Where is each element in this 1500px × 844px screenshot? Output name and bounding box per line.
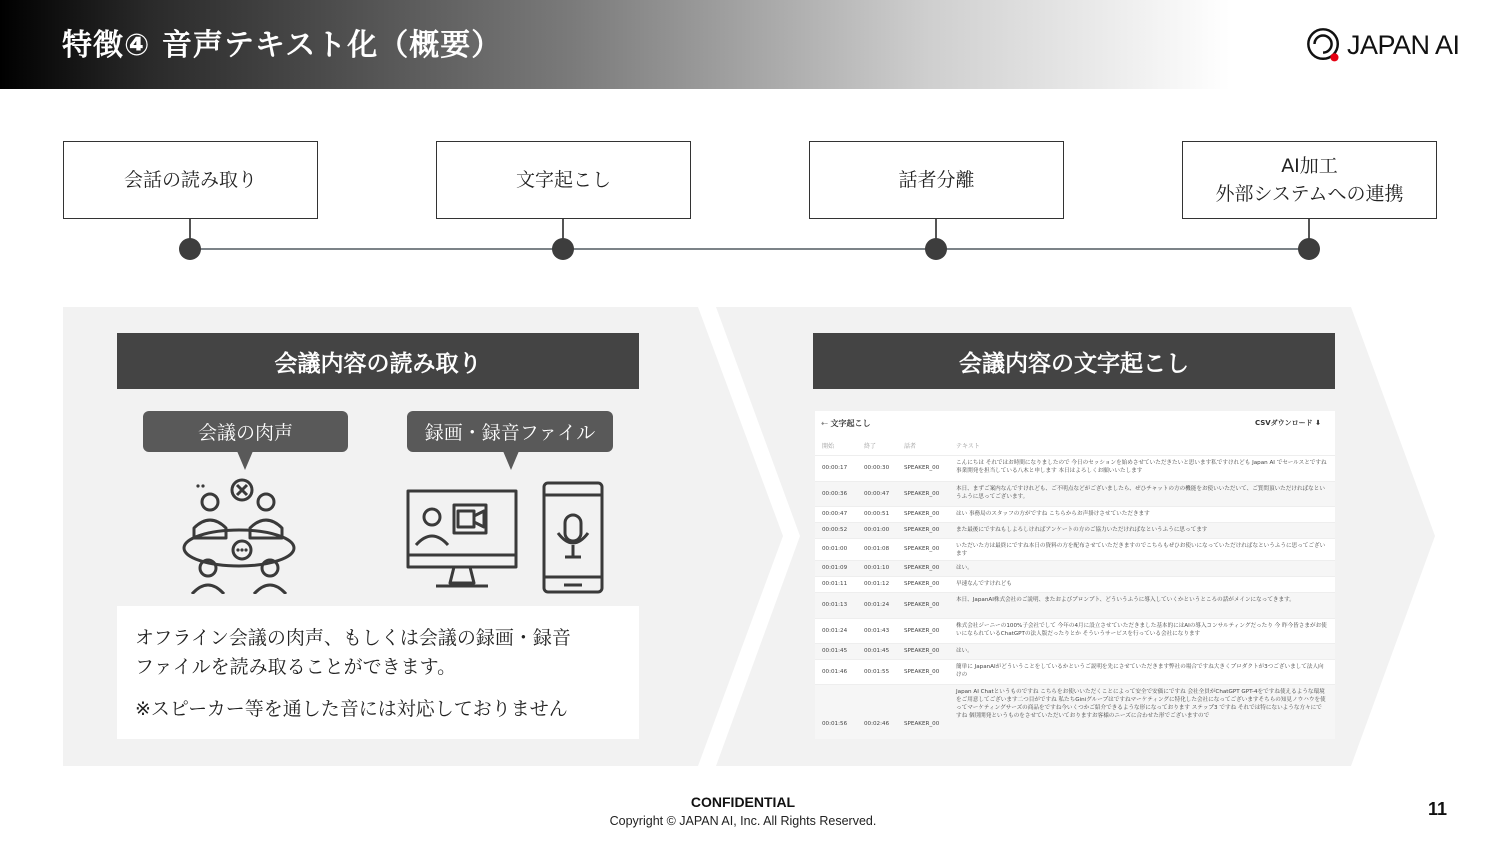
end-time-cell: 00:01:24 (864, 602, 890, 608)
speech-bubble-live-voice (143, 411, 348, 452)
logo-text: JAPAN AI (1347, 29, 1460, 60)
confidential-label: CONFIDENTIAL (690, 794, 796, 810)
bubble-label: 会議の肉声 (197, 422, 293, 444)
table-row (815, 643, 1335, 659)
speaker-cell: SPEAKER_00 (904, 628, 940, 634)
speaker-cell: SPEAKER_00 (904, 648, 940, 654)
title-bar (0, 0, 1500, 89)
csv-download-label: CSVダウンロード (1254, 419, 1313, 427)
transcript-table-body (815, 455, 1335, 739)
start-time-cell: 00:00:52 (822, 527, 848, 533)
end-time-cell: 00:00:30 (864, 465, 890, 471)
timeline-step-reading (63, 141, 318, 219)
column-header: 話者 (904, 443, 917, 450)
transcript-title-text: 文字起こし (830, 419, 871, 428)
timeline-step-ai-processing (1182, 141, 1437, 219)
column-header: テキスト (956, 443, 980, 450)
transcript-table-header (815, 439, 1335, 453)
end-time-cell: 00:01:12 (864, 581, 890, 587)
start-time-cell: 00:01:13 (822, 602, 848, 608)
table-row (815, 481, 1335, 506)
description-note: ※スピーカー等を通した音には対応しておりません (135, 698, 568, 720)
table-row (815, 506, 1335, 522)
transcript-text-cell: はい 事務局のスタッフの方がですね こちらからお声掛けさせていただきます (956, 511, 1150, 517)
start-time-cell: 00:01:45 (822, 648, 848, 654)
transcript-text-cell: こんにちは それではお時間になりましたので 今日のセッションを始めさせていただきたいと思います私ですけれども Japan AI でセールスとですね 事業開発を担当している八木と申します 本日はよろしくお願いいたします (956, 460, 1327, 474)
smartphone-mic-icon (542, 481, 604, 594)
timeline-step-label: 外部システムへの連携 (1215, 183, 1404, 205)
video-monitor-icon (406, 489, 518, 593)
start-time-cell: 00:00:36 (822, 491, 848, 497)
transcript-text-cell: 株式会社ジーニーの100%子会社でして 今年の4月に設立させていただきました基本的にはAIの導入コンサルティングだったり 今 昨今皆さまがお使いになられているChatGPTの法人版だったりとか そういうサービスを行っている会社になります (956, 623, 1327, 637)
table-row (815, 522, 1335, 538)
description-line: オフライン会議の肉声、もしくは会議の録画・録音 (135, 627, 571, 649)
back-arrow-icon[interactable]: ⇠ (821, 419, 831, 428)
transcript-text-cell: はい。 (956, 648, 973, 654)
end-time-cell: 00:01:08 (864, 546, 890, 552)
speaker-cell: SPEAKER_00 (904, 546, 940, 552)
table-row (815, 618, 1335, 643)
speaker-cell: SPEAKER_00 (904, 491, 940, 497)
end-time-cell: 00:00:47 (864, 491, 890, 497)
speaker-cell: SPEAKER_00 (904, 669, 940, 675)
transcript-title (821, 418, 871, 429)
start-time-cell: 00:00:47 (822, 511, 848, 517)
japan-ai-logo (1305, 26, 1460, 64)
speaker-cell: SPEAKER_00 (904, 465, 940, 471)
start-time-cell: 00:01:56 (822, 721, 848, 727)
copyright-notice: Copyright © JAPAN AI, Inc. All Rights Reserved. (609, 814, 877, 828)
timeline-step-label: 文字起こし (515, 168, 611, 191)
table-row (815, 684, 1335, 739)
bubble-label: 録画・録音ファイル (424, 422, 596, 444)
start-time-cell: 00:00:17 (822, 465, 848, 471)
speaker-cell: SPEAKER_00 (904, 721, 940, 727)
timeline-dot (552, 238, 574, 260)
left-panel-title (117, 333, 639, 389)
right-panel-title (813, 333, 1335, 389)
start-time-cell: 00:01:09 (822, 565, 848, 571)
timeline-step-label: AI加工 (1281, 154, 1338, 177)
timeline-step-label: 話者分離 (898, 168, 975, 191)
table-row (815, 659, 1335, 684)
transcript-text-cell: 本日、まずご案内なんですけれども、ご不明点などがございましたら、ぜひチャットの方の機能をお使いいただいて、ご質問頂いただければなというふうに思ってございます。 (956, 486, 1325, 500)
transcript-text-cell: 早速なんですけれども (956, 581, 1012, 587)
table-row (815, 538, 1335, 560)
end-time-cell: 00:01:43 (864, 628, 890, 634)
end-time-cell: 00:01:00 (864, 527, 890, 533)
end-time-cell: 00:01:45 (864, 648, 890, 654)
meeting-people-icon (178, 478, 300, 594)
transcript-text-cell: Japan AI Chatというものですね こちらをお使いいただくことによって安全で安価にですね 会社全員がChatGPT GPT-4をですね使えるような環境をご用意してございます二つ目がですね 私たちGiniグループはですねマーケティングに特化した会社になってございますそちらの知見ノウハウを使ってマーケティングサーズの商品をですね今いくつかご紹介できるような形になっております ステップ3 ですね それでは特にないような方々にですね 個別開発というものをさせていただいておりますお客様のニーズに合わせた形でございますので (956, 689, 1326, 719)
speaker-cell: SPEAKER_00 (904, 511, 940, 517)
speaker-cell: SPEAKER_00 (904, 581, 940, 587)
timeline-dot (1298, 238, 1320, 260)
left-panel-description (117, 606, 639, 739)
transcript-text-cell: また最後にですねもしよろしければアンケートの方のご協力いただければなというふうに思ってます (956, 527, 1208, 533)
timeline-step-label: 会話の読み取り (123, 168, 257, 191)
speech-bubble-recording-file (407, 411, 613, 452)
page-number: 11 (1428, 799, 1448, 819)
left-panel-title-text: 会議内容の読み取り (274, 350, 482, 377)
start-time-cell: 00:01:11 (822, 581, 848, 587)
transcription-screenshot (815, 411, 1335, 739)
transcript-text-cell: 本日、JapanAI株式会社のご説明、またおよびプロンプト、どういうふうに導入していくかというところの話がメインになってきます。 (956, 597, 1295, 603)
logo-ring-icon (1305, 26, 1343, 64)
speaker-cell: SPEAKER_00 (904, 527, 940, 533)
end-time-cell: 00:02:46 (864, 721, 890, 727)
table-row (815, 455, 1335, 481)
table-row (815, 576, 1335, 592)
timeline-dot (179, 238, 201, 260)
description-line: ファイルを読み取ることができます。 (135, 656, 457, 678)
column-header: 開始 (822, 443, 835, 450)
csv-download-button[interactable] (1255, 418, 1321, 428)
speaker-cell: SPEAKER_00 (904, 602, 940, 608)
transcript-text-cell: いただいた方は最終にですね本日の資料の方を配布させていただきますのでこちらもぜひお使いになっていただければなというふうに思ってございます (956, 543, 1326, 557)
timeline-step-diarization (809, 141, 1064, 219)
column-header: 終了 (864, 443, 877, 450)
start-time-cell: 00:01:24 (822, 628, 848, 634)
end-time-cell: 00:01:55 (864, 669, 890, 675)
transcript-text-cell: 簡単に JapanAIがどういうことをしているかというご説明を先にさせていただきます弊社の場合ですね大きくプロダクトが3つございまして法人向けの (956, 664, 1324, 678)
timeline-line (190, 248, 1310, 250)
start-time-cell: 00:01:46 (822, 669, 848, 675)
page-title: 特徴④ 音声テキスト化（概要） (62, 28, 503, 63)
table-row (815, 560, 1335, 576)
start-time-cell: 00:01:00 (822, 546, 848, 552)
timeline-dot (925, 238, 947, 260)
end-time-cell: 00:01:10 (864, 565, 890, 571)
table-row (815, 592, 1335, 618)
right-panel-title-text: 会議内容の文字起こし (959, 350, 1189, 377)
download-icon: ⬇ (1315, 419, 1321, 427)
transcript-text-cell: はい。 (956, 565, 973, 571)
speaker-cell: SPEAKER_00 (904, 565, 940, 571)
end-time-cell: 00:00:51 (864, 511, 890, 517)
timeline-step-transcription (436, 141, 691, 219)
